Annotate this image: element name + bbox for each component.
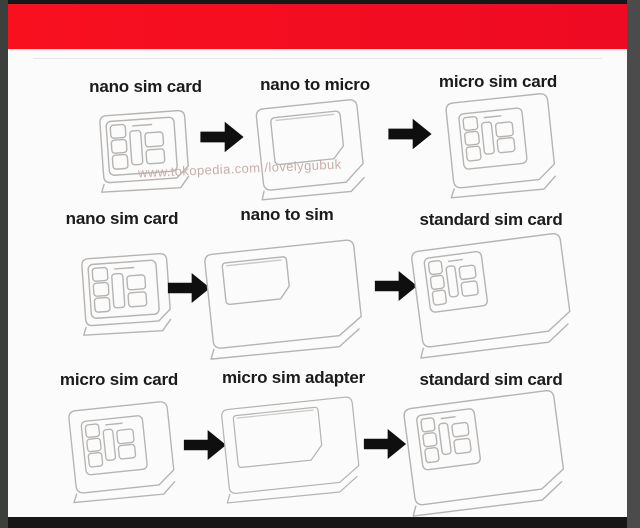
nano-sim-card-drawing <box>75 246 181 343</box>
micro-sim-card-drawing <box>59 391 190 511</box>
row-3-source-label: micro sim card <box>59 370 179 389</box>
micro-sim-card-drawing <box>436 83 571 206</box>
watermark-text: www.tokopedia.com /lovelygubuk <box>137 156 342 181</box>
row-3-adapter-label: micro sim adapter <box>221 368 366 387</box>
nano-to-sim-adapter-drawing <box>192 229 378 368</box>
arrow-right-icon <box>387 116 433 152</box>
micro-sim-adapter-drawing <box>211 385 374 512</box>
row-2-source-label: nano sim card <box>65 209 179 228</box>
standard-sim-card-drawing <box>399 222 588 367</box>
row-1-source-label: nano sim card <box>89 77 202 96</box>
standard-sim-card-drawing <box>391 379 582 525</box>
row-2-adapter-label: nano to sim <box>240 205 334 224</box>
red-banner <box>8 4 627 49</box>
row-1-result-label: micro sim card <box>438 72 558 91</box>
row-2-result-label: standard sim card <box>419 210 563 229</box>
right-frame-edge <box>627 0 640 528</box>
row-3-result-label: standard sim card <box>419 370 563 389</box>
diagram-canvas <box>8 49 627 517</box>
nano-sim-card-drawing <box>93 103 199 200</box>
nano-to-micro-adapter-drawing <box>246 87 383 210</box>
row-1-adapter-label: nano to micro <box>260 75 370 94</box>
arrow-right-icon <box>199 119 245 155</box>
left-frame-edge <box>0 0 8 528</box>
